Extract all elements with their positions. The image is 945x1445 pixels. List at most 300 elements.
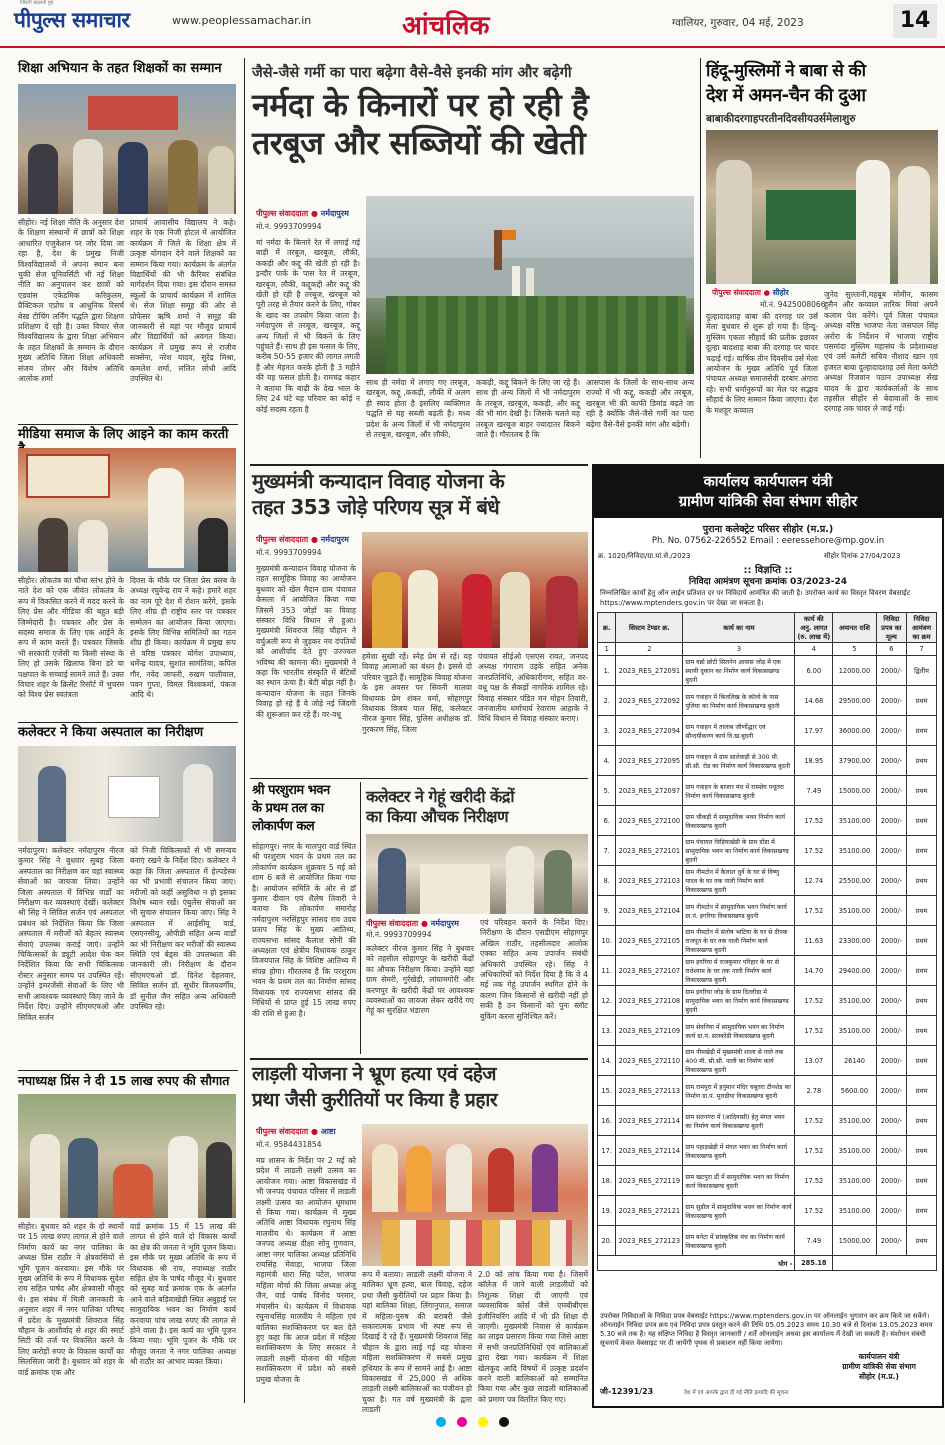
- wheat-headline-line2: का किया औचक निरीक्षण: [366, 807, 509, 826]
- ladli-text-col3: 2.0 को लांच किया गया है। जिसमें कॉलेज में जाने वाली लाड़लीयों को निशुल्क शिक्षा दी जाएगी एवं व्यवसायिक कोर्स जैसे एमबीबीएस इंजीनियरिंग आदि में भी फ्री शिक्षा दी जाएगी। मुख्यमंत्री निवास से कार्यक्रम का लाइव प्रसारण किया गया जिसे आष्टा में सभी जनप्रतिनिधियों एवं बालिकाओं द्वारा देखा गया। कार्यक्रम में शिक्षा खेलकूद आदि विषयों में उत्कृष्ट प्रदर्शन करने वाली बालिकाओं को सम्मानित किया गया और कुछ लाडली बालिकाओं को प्रमाण पत्र वितरित किए गए।: [478, 1270, 588, 1404]
- divider: [18, 722, 238, 723]
- call-cell: प्रथम: [907, 926, 937, 956]
- work-name-cell: ग्राम गवाहन में ग्राम सालेवाड़ी से 300 मी. सी.सी. रोड का निर्माण कार्य विकासखण्ड बुदनी: [683, 746, 795, 776]
- person-figure: [38, 518, 68, 572]
- work-name-cell: ग्राम चौकड़ी में सामुदायिक भवन निर्माण कार्य विकासखण्ड बुदनी: [683, 806, 795, 836]
- person-figure: [118, 142, 148, 214]
- tender-no-cell: 2023_RES_272092: [616, 686, 683, 716]
- person-figure: [113, 1164, 153, 1218]
- wheat-text-col1: कलेक्टर नीरज कुमार सिंह ने बुधवार को तहसील सोहागपुर के खरीदी केंद्रों का औचक निरीक्षण किया। उन्होंने यहां ग्राम सेमरी, गुर्रखेड़ी, लांघामगोरी और करणपुर के खरीदी केंद्रों पर आवश्यक व्यवस्थाओं का जायजा लेकर खरीदे गए गेहूं का सुरक्षित भंडारण: [366, 944, 474, 1016]
- deposit-cell: 37900.00: [833, 746, 877, 776]
- serial-cell: 12.: [598, 986, 616, 1016]
- baba-dargah-photo: [706, 130, 938, 284]
- call-cell: प्रथम: [907, 1016, 937, 1046]
- narmada-text-col4: आसपास के जिलों के साथ-साथ अन्य राज्यों में भी कद्दू, ककड़ी और तरबूज, खरबूज भी की काफी डिमांड बढ़ते जा रही है क्योंकि जैसे-जैसे गर्मी का पारा बढ़ेगा वैसे-वैसे इनकी मांग और बढ़ेगी।: [586, 378, 694, 429]
- deposit-cell: 35100.00: [833, 1196, 877, 1226]
- work-name-cell: ग्राम गवाहन के बाजार मंच में रामसेघ पचूतरा निर्माण कार्य विकासखण्ड बुदनी: [683, 776, 795, 806]
- serial-cell: 14.: [598, 1046, 616, 1076]
- tender-no-cell: 2023_RES_272113: [616, 1076, 683, 1106]
- serial-cell: 7.: [598, 836, 616, 866]
- cost-cell: 14.70: [795, 956, 833, 986]
- form-fee-cell: 2000/-: [876, 1106, 906, 1136]
- cyan-mark: [436, 1417, 446, 1427]
- call-cell: प्रथम: [907, 1136, 937, 1166]
- form-fee-cell: 2000/-: [876, 986, 906, 1016]
- form-fee-cell: 2000/-: [876, 1076, 906, 1106]
- cost-cell: 17.52: [795, 1136, 833, 1166]
- person-figure: [898, 166, 930, 284]
- tender-address: पुराना कलेक्ट्रेट परिसर सीहोर (म.प्र.): [702, 524, 834, 535]
- table-row: [598, 926, 937, 956]
- media-photo: [18, 448, 236, 572]
- signatory-line2: ग्रामीण यांत्रिकी सेवा संभाग: [842, 1362, 916, 1371]
- narmada-text-col1: मां नर्मदा के किनारे रेत में लगाई गई बाड़ी में तरबूज, खरबूज, लौकी, ककड़ी और कद्दू की खेती हो रही है। इन्दौर पार्क के पास रेत में तरबूज, खरबूज, लौकी, कद्दूकद्दी और कद्दू की खेती हो रही है तरबूज, खरबूज को पूरी तरह से तैयार करने के लिए, गोबर के खाद का उपयोग किया जाता है। नर्मदापुरम से तरबूज, खरबूज, कद्दू अन्य जिलों में भी बिकने के लिए पहुंचते हैं। साथ ही इस फसल के लिए, करीब 50-55 हजार की लागत लगती है और मेहनत करके होती है 3 महीने की यह फसल होती है। रामचंद्र कहार ने बताया कि बाढ़ी के देख भाल के लिए 24 घंटे यह परिवार का कोई न कोई सदस्य रहता है: [256, 238, 360, 414]
- table-row: [598, 1166, 937, 1196]
- tender-office-line1: कार्यालय कार्यपालन यंत्री: [703, 474, 833, 490]
- deposit-cell: 35100.00: [833, 1136, 877, 1166]
- person-figure: [488, 1148, 514, 1212]
- person-figure: [544, 850, 572, 914]
- call-cell: द्वितीय: [907, 656, 937, 686]
- table-row: [598, 1046, 937, 1076]
- person-figure: [183, 764, 213, 842]
- narmada-kicker: जैसे-जैसे गर्मी का पारा बढ़ेगा वैसे-वैसे इनकी मांग और बढ़ेगी: [252, 65, 572, 81]
- tender-no-cell: 2023_RES_272101: [616, 836, 683, 866]
- melon-field: [386, 296, 686, 374]
- table-row: [598, 836, 937, 866]
- kanyadan-wedding-photo: [362, 532, 588, 648]
- column-divider: [700, 58, 701, 458]
- cost-cell: 17.52: [795, 1106, 833, 1136]
- call-cell: प्रथम: [907, 1046, 937, 1076]
- col-header: कार्य की अनु. लागत (रु. लाख में): [795, 613, 833, 643]
- col-number: 2: [616, 643, 683, 656]
- cost-cell: 17.52: [795, 1166, 833, 1196]
- cost-cell: 17.97: [795, 716, 833, 746]
- form-fee-cell: 2000/-: [876, 1136, 906, 1166]
- person-figure: [208, 146, 234, 214]
- bride-figure: [372, 572, 402, 648]
- yellow-mark: [478, 1417, 488, 1427]
- baba-headline-line1: हिंदू-मुस्लिमों ने बाबा से की: [706, 61, 866, 81]
- work-name-cell: ग्राम गवाहन में तालाब जीर्णोद्धार एवं सौन्दर्यीकरण कार्य वि.ख.बुदनी: [683, 716, 795, 746]
- groom-figure: [500, 572, 530, 648]
- col-number: 5: [833, 643, 877, 656]
- divider: [18, 424, 238, 425]
- tender-notice-no: निविदा आमंत्रण सूचना क्रमांक 03/2023-24: [688, 577, 848, 587]
- form-fee-cell: 2000/-: [876, 776, 906, 806]
- tender-ref-no: क्र. 1020/निविदा/ग्रा.यां.से./2023: [598, 552, 691, 560]
- table-row: [598, 776, 937, 806]
- tender-table: [597, 612, 937, 1271]
- call-cell: प्रथम: [907, 956, 937, 986]
- cost-cell: 13.07: [795, 1046, 833, 1076]
- section-title: आंचलिक: [402, 11, 490, 41]
- deposit-cell: 29400.00: [833, 956, 877, 986]
- black-mark: [499, 1417, 509, 1427]
- tender-no-cell: 2023_RES_272104: [616, 896, 683, 926]
- bride-figure: [546, 576, 578, 648]
- column-divider: [244, 58, 245, 1403]
- serial-cell: 8.: [598, 866, 616, 896]
- baba-mobile: मो.नं. 9425008066: [760, 300, 826, 309]
- call-cell: प्रथम: [907, 896, 937, 926]
- table-row: [598, 716, 937, 746]
- person-figure: [68, 1138, 98, 1218]
- deposit-cell: 35100.00: [833, 806, 877, 836]
- divider: [18, 1070, 238, 1071]
- deposit-cell: 35100.00: [833, 986, 877, 1016]
- deposit-cell: 25500.00: [833, 866, 877, 896]
- call-cell: प्रथम: [907, 1106, 937, 1136]
- table-row: [598, 1226, 937, 1256]
- serial-cell: 16.: [598, 1106, 616, 1136]
- byline-place: नर्मदापुरम: [430, 919, 459, 928]
- wheat-sacks: [420, 864, 490, 914]
- baba-subhead: बाबाकीदरगाहपरतीनदिवसीयउर्समेलाशुरु: [706, 113, 856, 125]
- work-name-cell: ग्राम गवाहन में कितलिख के कॉलो के पास पुलिया का निर्माण कार्य विकासखण्ड बुदनी: [683, 686, 795, 716]
- narmada-byline: पीपुल्स संवाददाता ● नर्मदापुरम: [256, 209, 349, 218]
- deposit-cell: 15000.00: [833, 776, 877, 806]
- table-row: [598, 686, 937, 716]
- byline-label: पीपुल्स संवाददाता: [256, 535, 309, 544]
- form-fee-cell: 2000/-: [876, 896, 906, 926]
- byline-place: नर्मदापुरम: [320, 209, 349, 218]
- divider: [250, 778, 588, 779]
- form-fee-cell: 2000/-: [876, 656, 906, 686]
- call-cell: प्रथम: [907, 836, 937, 866]
- table-row: [598, 986, 937, 1016]
- tender-ref-date: सीहोर दिनांक 27/04/2023: [824, 552, 901, 560]
- tender-notice-title: :: विज्ञप्ति ::: [743, 565, 793, 576]
- call-cell: प्रथम: [907, 1226, 937, 1256]
- serial-cell: 15.: [598, 1076, 616, 1106]
- baba-text-col1: दुल्हादादशाह बाबा की दरगाह पर उर्स मेला बुधवार से शुरू हो गया है। हिन्दू-मुस्लिम एकता सौहार्द की प्रतीक इछावर दूल्हा बादशाह बाबा की दरगाह पर चादर चढ़ाई गई। वार्षिक तीन दिवसीय उर्स मेला आयोजन के मुख्य अतिथि पूर्व जिला पंचायत अध्यक्ष समाजसेवी दरबार अंगारा रहे। सभी धर्मानुरूपों का मेल पर सद्भाव सौहार्द के लिए सम्मान किया जाएगा। देश के मशहूर कव्वाल: [706, 312, 818, 415]
- table-row: [598, 866, 937, 896]
- serial-cell: 5.: [598, 776, 616, 806]
- deposit-cell: 36000.00: [833, 716, 877, 746]
- cost-cell: 17.52: [795, 806, 833, 836]
- serial-cell: 13.: [598, 1016, 616, 1046]
- work-name-cell: ग्राम खटपुरा ढीं में सामुदायिक भवन का निर्माण कार्य विकासखण्ड बुदनी: [683, 1166, 795, 1196]
- person-figure: [506, 846, 534, 914]
- napakhed-text-col1: सीहोर। बुधवार को शहर के दो स्थानों पर 15 लाख रुपए लागत से होने वाले निर्माण कार्य का नगर पालिका के अध्यक्ष प्रिंस राठौर ने क्षेत्रवासियों से भूमि पूजन करवाया। इस मौके पर मुख्य अतिथि के रूप में विधायक सुदेश राय सहित पार्षद और क्षेत्रवासी मौजूद थे। इस संबंध में मिली जानकारी के अनुसार शहर में नगर पालिका परिषद में प्रदेश के मुख्यमंत्री शिवराज सिंह चौहान के आशीर्वाद से शहर की स्मार्ट सिटी की तर्ज पर विकसित करने के लिए करोड़ों रुपए के विकास कार्यों का सिलसिला जारी है। बुधवार को शहर के वार्ड क्रमांक एक और: [18, 1222, 124, 1377]
- table-row: [598, 746, 937, 776]
- baba-byline: पीपुल्स संवाददाता ● सीहोर: [712, 288, 789, 297]
- napakhed-text-col2: वार्ड क्रमांक 15 में 15 लाख की लागत से होने वाले दो विकास कार्यों का क्षेत्र की जनता ने भूमि पूजन किया। इस मौके पर मुख्य अतिथि के रूप में विधायक श्री राय, नपाध्यक्ष राठौर सहित क्षेत्र के पार्षद मौजूद थे। बुधवार को सुबह वार्ड क्रमांक एक के अंतर्गत आने वाले बड़ियाखेड़ी स्थित अबुहाई पर सामुदायिक भवन का निर्माण कार्य करवाया पांच लाख रुपए की लागत से होने वाला है। इस कार्य का भूमि पूजन किया गया। भूमि पूजन के मौके पर मौजूद जनता ने नगर पालिका अध्यक्ष श्री राठौर का आभार व्यक्त किया।: [130, 1222, 236, 1367]
- tender-total-row: [598, 1256, 937, 1271]
- person-figure: [168, 140, 198, 214]
- serial-cell: 3.: [598, 716, 616, 746]
- ladli-text-col2: रूप में बताया। लाडली लक्ष्मी योजना ने बालिका भ्रूण हत्या, बाल विवाह, दहेज प्रथा जैसी कुरीतियों पर प्रहार किया है। यहां बालिका शिक्षा, लिंगानुपात, समाज में महिला-पुरुष की बराबरी जैसे सकारात्मक प्रभाव भी स्पष्ट रूप से दिखाई दे रहे हैं। मुख्यमंत्री शिवराज सिंह चौहान के द्वारा लाई गई यह योजना महिला सशक्तिकरण में सबसे प्रमुख हथियार के रूप में सामने आई है। आष्टा विकासखंड में 25,000 से अधिक लाड़ली लक्ष्मी बालिकाओं का पंजीयन हो चुका है। गत वर्ष मुख्यमंत्री के द्वारा लाडली: [362, 1270, 472, 1415]
- cost-cell: 17.52: [795, 1196, 833, 1226]
- deposit-cell: 35100.00: [833, 836, 877, 866]
- work-name-cell: ग्राम पहाड़खेड़ी में मंगल भवन का निर्माण कार्य विकासखण्ड बुदनी: [683, 1136, 795, 1166]
- form-fee-cell: 2000/-: [876, 866, 906, 896]
- ladli-event-photo: [362, 1124, 588, 1266]
- ladli-text-col1: मप्र शासन के निर्देश पर 2 मई को प्रदेश में लाडली लक्ष्मी उत्सव का आयोजन गया। आष्टा विकासखंड में भी जनपद पंचायत परिसर में लाडली लक्ष्मी उत्सव का आयोजन धूमधाम से किया गया। कार्यक्रम में मुख्य अतिथि आष्टा विधायक रघुनाथ सिंह मालवीय थे। कार्यक्रम में आष्टा जनपद अध्यक्ष दीक्षा सोनू गुणवान, आष्टा नगर पालिका अध्यक्ष प्रतिनिधि रायसिंह मेवाड़ा, भाजपा जिला महामंत्री धारा सिंह पटेल, भाजपा महिला मोर्चा की जिला अध्यक्ष अंजू जैन, वार्ड पार्षद विनोद परमार, मंचासीन थे। कार्यक्रम में विधायक रघुनाथसिंह मालवीय ने महिला एवं बालिका सशक्तिकरण पर बल देते हुए कहा कि आज प्रदेश में महिला सशक्तिकरण के लिए सरकार ने लाडली लक्ष्मी योजना की महिला सशक्तिकरण में प्रदेश को सबसे प्रमुख योजना के: [256, 1156, 356, 1384]
- form-fee-cell: 2000/-: [876, 926, 906, 956]
- byline-label: पीपुल्स संवाददाता: [256, 1127, 309, 1136]
- tender-no-cell: 2023_RES_272121: [616, 1196, 683, 1226]
- work-name-cell: ग्राम बनेटा में सांस्कृतिक मंच का निर्माण कार्य विकासखण्ड बुदनी: [683, 1226, 795, 1256]
- work-name-cell: ग्राम रामपुरा में हनुमान मंदिर चबूतरा टीनशेड का निर्माण ग्रा.पं. मुराडीया विकासखण्ड बुदनी: [683, 1076, 795, 1106]
- newspaper-logo: पीपुल्स समाचार: [14, 8, 130, 32]
- hospital-photo: [18, 746, 236, 842]
- tender-no-cell: 2023_RES_272091: [616, 656, 683, 686]
- narmada-river-photo: [366, 196, 694, 374]
- table-row: [598, 956, 937, 986]
- byline-label: पीपुल्स संवाददाता: [712, 288, 761, 297]
- tender-footer: उपरोक्त निविदाओं के निविदा प्रपत्र वेबसाईट https://www.mptenders.gov.in पर ऑनलाईन भुगतान कर क्रय किये जा सकेंगे। ऑनलाईन निविदा प्रपत्र क्रय एवं निविदा प्रपत्र प्रस्तुत करने की तिथि 05.05.2023 समय 10.30 बजे से दिनांक 13.05.2023 समय 5.30 बजे तक है। यह संक्षिप्त निविदा है विस्तृत जानकारी / शर्तें ऑनलाईन अथवा इस कार्यालय में देखी जा सकती है। संशोधन संबंधी सूचनायें केवल वेबसाइट पर दी जायेंगी पृथक से प्रकाशन नहीं किया जायेगा।: [600, 1312, 933, 1347]
- total-label: योग -: [598, 1256, 795, 1271]
- deposit-cell: 12000.00: [833, 656, 877, 686]
- ladli-byline: पीपुल्स संवाददाता ● आष्टा: [256, 1127, 336, 1136]
- person-figure: [406, 1146, 432, 1212]
- table-row: [598, 1016, 937, 1046]
- divider: [250, 464, 588, 466]
- call-cell: प्रथम: [907, 1076, 937, 1106]
- deposit-cell: 35100.00: [833, 1016, 877, 1046]
- byline-label: पीपुल्स संवाददाता: [366, 919, 419, 928]
- narmada-headline-line1: नर्मदा के किनारों पर हो रही है: [252, 86, 589, 124]
- byline-place: आष्टा: [320, 1127, 336, 1136]
- deposit-cell: 26140: [833, 1046, 877, 1076]
- table-row: [598, 1106, 937, 1136]
- wheat-inspection-photo: [366, 834, 588, 914]
- deposit-cell: 35100.00: [833, 1166, 877, 1196]
- hospital-text-col1: नर्मदापुरम। कलेक्टर नर्मदापुरम नीरज कुमार सिंह ने बुधवार सुबह जिला अस्पताल का निरीक्षण कर वहां स्वास्थ्य सेवाओं का जायजा लिया। उन्होंने जिला अस्पताल में विभिन्न वार्डों का निरीक्षण कर व्यवस्थाएं देखीं। कलेक्टर श्री सिंह ने सिविल सर्जन एवं अस्पताल प्रबंधन को निर्देशित किया कि जिला अस्पताल में मरीजों को बेहतर स्वास्थ्य सेवाएं उपलब्ध कराई जाएं। उन्होंने चिकित्सकों के ड्यूटी आदेश चेक कर निर्देशित किया कि सभी चिकित्सक रोस्टर अनुसार समय पर उपस्थित रहें। उन्होंने इमरजेंसी सेवाओं के लिए भी सभी आवश्यक व्यवस्थाएं किए जाने के निर्देश दिए। उन्होंने सीएमएचओ और सिविल सर्जन: [18, 846, 124, 1022]
- deposit-cell: 29500.00: [833, 686, 877, 716]
- tender-no-cell: 2023_RES_272105: [616, 926, 683, 956]
- napakhed-photo: [18, 1094, 236, 1218]
- hospital-bed: [108, 776, 160, 818]
- narmada-headline-line2: तरबूज और सब्जियों की खेती: [252, 124, 586, 162]
- tender-intro: निम्नलिखित कार्यों हेतु ऑन लाईन प्रतिशत दर पर निविदायें आमंत्रित की जाती है। उपरोक्त कार्य का विस्तृत विवरण वेबसाईट https://www.mptenders.gov.in पर देखा जा सकता है।: [600, 589, 911, 607]
- form-fee-cell: 2000/-: [876, 1166, 906, 1196]
- kanyadan-text-col1: मुख्यमंत्री कन्यादान विवाह योजना के तहत सामूहिक विवाह का आयोजन बुधवार को खेल मैदान ग्राम पंचायत केसला में आयोजित किया गया जिसमें 353 जोड़ों का विवाह संस्कार विधि विधान से हुआ। मुख्यमंत्री शिवराज सिंह चौहान ने वर्चुअली रूप से जुड़कर नव दंपतियों को आशीर्वाद देते हुए उज्ज्वल भविष्य की कामना की। मुख्यमंत्री ने कहा कि भारतीय संस्कृति में बेटियों का स्थान ऊंचा है। बेटी बोझ नहीं है। कन्यादान योजना के तहत जिनके विवाह हो रहे हैं वे जोड़े नई जिंदगी की शुरूआत कर रहे हैं। वर-वधू: [256, 564, 356, 719]
- hospital-headline: कलेक्टर ने किया अस्पताल का निरीक्षण: [18, 725, 204, 740]
- work-name-cell: ग्राम नीमटोन में संतोष भाटिया के घर से दीपक राजपूत के घर तक नाली निर्माण कार्य विकासखण्ड बुदनी: [683, 926, 795, 956]
- col-header: अमानत राशि: [833, 613, 877, 643]
- kanyadan-mobile: मो.नं. 9993709994: [256, 548, 322, 557]
- person-figure: [526, 268, 534, 296]
- person-figure: [716, 160, 752, 284]
- serial-cell: 17.: [598, 1136, 616, 1166]
- person-figure: [446, 1144, 472, 1212]
- byline-place: सीहोर: [772, 288, 789, 297]
- table-row: [598, 656, 937, 686]
- tender-print-ref: जी-12391/23: [600, 1387, 654, 1396]
- tender-no-cell: 2023_RES_272095: [616, 746, 683, 776]
- parshuram-headline-line1: श्री परशुराम भवन: [252, 783, 330, 798]
- serial-cell: 2.: [598, 686, 616, 716]
- tender-no-cell: 2023_RES_272109: [616, 1016, 683, 1046]
- person-figure: [38, 766, 66, 842]
- tender-signatory: [820, 1352, 938, 1382]
- banner-shape: [88, 96, 178, 130]
- deposit-cell: 35100.00: [833, 896, 877, 926]
- call-cell: प्रथम: [907, 776, 937, 806]
- teachers-text-col2: प्राचार्य आवासीय विद्यालय ने कहे। शहर के एक निजी होटल में आयोजित कार्यक्रम में जिले के शिक्षा क्षेत्र में उत्कृष्ट योगदान देने वाले शिक्षकों का सम्मान किया गया। कार्यक्रम के अंतर्गत विद्यार्थियों की भी कैरियर संबंधित मार्गदर्शन दिया गया। इस दौरान समस्त स्कूलों के प्राचार्य कार्यक्रम में शामिल थे। सेज शिक्षा समूह की ओर से प्रोफेसर ऋषि शर्मा ने समूह की जानकारी से यहां पर मौजूद प्राचार्य और विद्यार्थियों को अवगत किया। कार्यक्रम में प्रमुख रूप से राजीव सक्सेना, नरेश यादव, सुरेंद्र मिश्रा, कमलेश शर्मा, ललित लोधी आदि उपस्थित थे।: [130, 218, 236, 384]
- baba-text-col2: जुनेद सुल्तानी,महबूब मोमीन, कासम हुसैन और कव्वाल तारिक मियां अपने कलाम पेश करेंगे। पूर्व जिला पंचायत अध्यक्ष वरिष्ठ भाजपा नेता जसपाल सिंह अरोरा के निर्देशन में भाजपा राष्ट्रीय पसमांदा मुस्लिम महासंघ के प्रदेशाध्यक्ष एवं उर्स कमेटी सचिव नौशाद खान एवं हजरत बाबा दुल्हादादशाह उर्स मेला कमेटी अध्यक्ष रिजवान पठान उपाध्यक्ष सेख यादव के द्वारा कार्यकर्ताओं के साथ तहसील सीहोर से बेदावाओं के साथ दरगाह तक चादर ले जाई गई।: [824, 290, 938, 414]
- serial-cell: 20.: [598, 1226, 616, 1256]
- column-divider: [360, 782, 361, 1054]
- cost-cell: 7.49: [795, 1226, 833, 1256]
- website-url[interactable]: www.peoplessamachar.in: [172, 14, 312, 27]
- form-fee-cell: 2000/-: [876, 1226, 906, 1256]
- byline-label: पीपुल्स संवाददाता: [256, 209, 309, 218]
- kanyadan-headline-line2: तहत 353 जोड़े परिणय सूत्र में बंधे: [252, 495, 500, 519]
- work-name-cell: ग्राम नीमटोन में सामुदायिक भवन निर्माण कार्य ग्रा.पं. इगरिया विकासखण्ड बुदनी: [683, 896, 795, 926]
- col-number: 7: [907, 643, 937, 656]
- call-cell: प्रथम: [907, 716, 937, 746]
- deposit-cell: 5600.00: [833, 1076, 877, 1106]
- col-header: निविदा प्रपत्र का मूल्य: [876, 613, 906, 643]
- form-fee-cell: 2000/-: [876, 956, 906, 986]
- tender-print-note: देश में एवं आपके द्वारा दी गई नीति इत्यादि की सूचना: [684, 1390, 789, 1396]
- wheat-text-col2: एवं परिवहन कराने के निर्देश दिए। निरीक्षण के दौरान एसडीएम सोहागपुर अखिल राठौर, तहसीलदार आलोक एक्का सहित अन्य उपार्जन संबंधी अधिकारी उपस्थित रहे। सिंह ने अधिकारियों को निर्देश दिया है कि वे 4 मई तक गेहूं उपार्जन स्थगित होने के कारण जिन किसानों से खरीदी नहीं हो सकी है उन किसानों को पुनः स्लॉट बुकिंग करना सुनिश्चित करें।: [480, 918, 588, 1021]
- deposit-cell: 35100.00: [833, 1106, 877, 1136]
- signatory-line1: कार्यपालन यंत्री: [858, 1352, 900, 1361]
- media-headline: मीडिया समाज के लिए आइने का काम करती: [18, 427, 229, 442]
- ladli-headline-line2: प्रथा जैसी कुरीतियों पर किया है प्रहार: [252, 1089, 498, 1111]
- form-fee-cell: 2000/-: [876, 686, 906, 716]
- person-figure: [372, 1144, 398, 1212]
- work-name-cell: ग्राम इगरिया में राजकुमार परिहार के घर से राधेश्याम के घर तक नाली निर्माण कार्य विकासखण्ड बुदनी: [683, 956, 795, 986]
- col-number: 4: [795, 643, 833, 656]
- table-row: [598, 1196, 937, 1226]
- flag-pole: [494, 230, 502, 270]
- banner-shape: [26, 454, 110, 498]
- form-fee-cell: 2000/-: [876, 806, 906, 836]
- wheat-byline: पीपुल्स संवाददाता ● नर्मदापुरम: [366, 919, 459, 928]
- col-number: 6: [876, 643, 906, 656]
- person-figure: [512, 266, 520, 296]
- cost-cell: 17.52: [795, 986, 833, 1016]
- serial-cell: 18.: [598, 1166, 616, 1196]
- cost-cell: 12.74: [795, 866, 833, 896]
- work-name-cell: ग्राम इगरिया जोड़ के ग्राम दिल्लीडा में सामुदायिक भवन का निर्माण कार्य विकासखण्ड बुदनी: [683, 986, 795, 1016]
- kanyadan-byline: पीपुल्स संवाददाता ● नर्मदापुरम: [256, 535, 349, 544]
- tender-no-cell: 2023_RES_272119: [616, 1166, 683, 1196]
- tender-no-cell: 2023_RES_272108: [616, 986, 683, 1016]
- girls-group: [382, 1220, 572, 1266]
- form-fee-cell: 2000/-: [876, 836, 906, 866]
- cost-cell: 2.78: [795, 1076, 833, 1106]
- form-fee-cell: 2000/-: [876, 1016, 906, 1046]
- call-cell: प्रथम: [907, 806, 937, 836]
- serial-cell: 4.: [598, 746, 616, 776]
- person-figure: [532, 1144, 558, 1212]
- call-cell: प्रथम: [907, 986, 937, 1016]
- kanyadan-headline-line1: मुख्यमंत्री कन्यादान विवाह योजना के: [252, 469, 505, 493]
- work-name-cell: ग्राम वन्नो छोटी सिलनेन आवास जोड़ में एक स्थायी दुकान का निर्माण कार्य विकासखण्ड बुदनी: [683, 656, 795, 686]
- col-header: कार्य का नाम: [683, 613, 795, 643]
- cost-cell: 17.52: [795, 836, 833, 866]
- person-figure: [378, 848, 406, 914]
- col-number: 3: [683, 643, 795, 656]
- logo-tagline: जिंदगी बदलती हुई: [20, 0, 54, 6]
- form-fee-cell: 2000/-: [876, 716, 906, 746]
- teachers-headline: शिक्षा अभियान के तहत शिक्षकों का सम्मान: [18, 61, 222, 76]
- col-header: निविदा आमंत्रण का क्रम: [907, 613, 937, 643]
- work-name-cell: ग्राम नीमटोन में कैलाश धुर्वे के घर से विष्णु यादव के घर तक नाली निर्माण कार्य विकासखण्ड बुदनी: [683, 866, 795, 896]
- ladli-mobile: मो.नं. 9584431854: [256, 1140, 322, 1149]
- cost-cell: 6.00: [795, 656, 833, 686]
- byline-place: नर्मदापुरम: [320, 535, 349, 544]
- tender-no-cell: 2023_RES_272123: [616, 1226, 683, 1256]
- person-figure: [198, 518, 228, 572]
- cost-cell: 17.52: [795, 1016, 833, 1046]
- registration-marks: [0, 1412, 945, 1442]
- narmada-text-col3: ककड़ी, कद्दू बिकने के लिए जा रहे हैं। साथ ही अन्य जिलों में भी नर्मदापुरम के तरबूज, खरबूज, ककड़ी, और कद्दू की भी मांग देखी है। जिसके चलते यह तरबूज खरबूज बाहर ज्यादातर बिकने जाते हैं। गौरतलब है कि: [476, 378, 580, 440]
- tender-no-cell: 2023_RES_272110: [616, 1046, 683, 1076]
- teachers-photo: [18, 84, 236, 214]
- person-figure: [30, 1134, 60, 1218]
- person-figure: [28, 144, 58, 214]
- call-cell: प्रथम: [907, 1196, 937, 1226]
- call-cell: प्रथम: [907, 866, 937, 896]
- serial-cell: 10.: [598, 926, 616, 956]
- media-text-col2: दिवस के मौके पर जिला प्रेस क्लब के अध्यक्ष रघुवेन्द्र राय ने कहे। हमारे शहर का नाम पूरे देश में रोशन करेंगे, इसके लिए शीघ्र ही राष्ट्रीय स्तर पर पत्रकार सम्मेलन का आयोजन किया जाएगा। इसके लिए विभिन्न समितियों का गठन शीघ्र ही किया। कार्यक्रम में प्रमुख रूप से वरिष्ठ पत्रकार योगेश उपाध्याय, धर्मेन्द्र यादव, सुशांत सामंतिया, कपिल गौर, नवेद जाफरी, रुखम पालीवाल, पवन गुप्ता, विमल विश्वकर्मा, पंकज आदि थे।: [130, 576, 236, 700]
- napakhed-headline: नपाध्यक्ष प्रिंस ने दी 15 लाख रुपए की सौगात: [18, 1073, 230, 1088]
- tender-table-body: [598, 656, 937, 1256]
- parshuram-headline-line2: के प्रथम तल का: [252, 801, 324, 816]
- tender-office-line2: ग्रामीण यांत्रिकी सेवा संभाग सीहोर: [678, 494, 858, 510]
- person-figure: [78, 520, 108, 572]
- tender-no-cell: 2023_RES_272103: [616, 866, 683, 896]
- signatory-line3: सीहोर (म.प्र.): [859, 1372, 899, 1381]
- person-figure: [206, 1142, 232, 1218]
- tender-table-header: [598, 613, 937, 643]
- work-name-cell: ग्राम पंचायत चिड़ियाखेडी के ग्राम डोंडा में सामुदायिक भवन का निर्माण कार्य विकासखण्ड बुदनी: [683, 836, 795, 866]
- divider: [250, 1058, 588, 1060]
- person-figure: [73, 139, 103, 214]
- cost-cell: 17.52: [795, 896, 833, 926]
- deposit-cell: 15000.00: [833, 1226, 877, 1256]
- form-fee-cell: 2000/-: [876, 746, 906, 776]
- serial-cell: 9.: [598, 896, 616, 926]
- call-cell: प्रथम: [907, 686, 937, 716]
- narmada-mobile: मो.नं. 9993709994: [256, 222, 322, 231]
- bride-figure: [462, 574, 492, 648]
- serial-cell: 1.: [598, 656, 616, 686]
- tender-no-cell: 2023_RES_272107: [616, 956, 683, 986]
- baba-headline-line2: देश में अमन-चैन की दुआ: [706, 85, 866, 106]
- tender-column-numbers: [598, 643, 937, 656]
- teachers-text-col1: सीहोर। नई शिक्षा नीति के अनुसार देश के शिक्षण संस्थानों में छात्रों को शिक्षा आधारित एजुकेशन पर जोर दिया जा रहा है, देश के प्रमुख निजी विश्वविद्यालयों में अपना स्थान बना चुकी सेज यूनिवर्सिटी भी नई शिक्षा नीति का अनुपालन कर छात्रों को एडवांस एकेडमिक करिकुलम, प्रैक्टिकल एप्रोच व आधुनिक रिसर्च बेस्ड टीचिंग लर्निंग पद्धति द्वारा शिक्षण प्रशिक्षण दे रही है। उक्त विचार सेज विश्वविद्यालय के द्वारा शिक्षा अभियान के तहत शिक्षकों के सम्मान के दौरान मुख्य अतिथि जिला शिक्षा अधिकारी संजय तोमर और विशेष अतिथि आलोक शर्मा: [18, 218, 124, 384]
- parshuram-headline-line3: लोकार्पण कल: [252, 819, 315, 834]
- serial-cell: 6.: [598, 806, 616, 836]
- dateline: ग्वालियर, गुरुवार, 04 मई, 2023: [672, 17, 804, 29]
- tender-contact: Ph. No. 07562-226552 Email : eeressehore@mp.gov.in: [651, 536, 885, 546]
- col-header: सिस्टम टेण्डर क्र.: [616, 613, 683, 643]
- kanyadan-text-col3: पंचायत सीईओ एसएस रावत, जनपद अध्यक्ष गंगाराम उइके सहित अनेक जनप्रतिनिधि, अधिकारीगण, सहित वर-वधू पक्ष के सैकड़ों नागरिक शामिल रहे। विवाह संस्कार पंडित मन मोहन तिवारी, जनजातीय धर्माचार्य रेवाराम आहाके ने विधि विधान से विवाह संस्कार कराए।: [478, 652, 588, 724]
- call-cell: प्रथम: [907, 746, 937, 776]
- media-text-col1: सीहोर। लोकतंत्र का चौथा स्तंभ होने के नाते देश को एक जीवंत लोकतंत्र के रूप में विकसित करने में मदद करने के लिए प्रेस और मीडिया की बहुत बड़ी जिम्मेदारी है। पत्रकार और प्रेस के सदस्य समाज के लिए एक आईने के रूप में काम करते हैं। पत्रकार जिसके भी सरकारी एजेंसी या किसी संस्था के लिए हो उसके खिलाफ बिना डरे या पक्षपात के सच्चाई सामने लाते हैं। उक्त विचार शहर के क्रिसेंट रिसॉर्ट में भुचरम को विश्व प्रेस स्वतंत्रता: [18, 576, 124, 700]
- serial-cell: 11.: [598, 956, 616, 986]
- tender-no-cell: 2023_RES_272114: [616, 1106, 683, 1136]
- call-cell: प्रथम: [907, 1166, 937, 1196]
- cost-cell: 7.49: [795, 776, 833, 806]
- work-name-cell: ग्राम नीमखेड़ी में मुख्यमंत्री शाला से नाले तक 400 मी. सी.सी. नाली का निर्माण कार्य विकासखण्ड बुदनी: [683, 1046, 795, 1076]
- table-row: [598, 896, 937, 926]
- tender-header: [594, 466, 942, 518]
- tender-no-cell: 2023_RES_272100: [616, 806, 683, 836]
- work-name-cell: ग्राम सुडौल में सामुदायिक भवन का निर्माण कार्य विकासखण्ड बुदनी: [683, 1196, 795, 1226]
- total-value: 285.18: [795, 1256, 833, 1271]
